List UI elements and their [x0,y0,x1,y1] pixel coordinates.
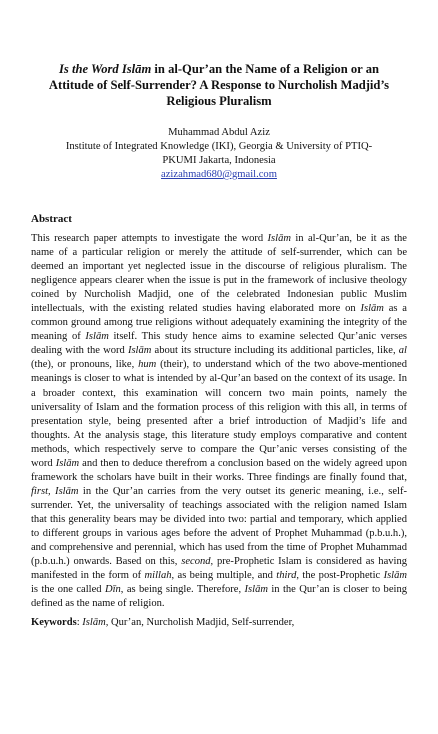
abstract-text-run: This research paper attempts to investigate the word [31,233,268,244]
abstract-text-run: pre-Prophetic Islam is considered as having manifested in the form of [31,556,407,582]
abstract-text-run: as a common ground among true religions without adequately examining the integrity of the meaning of [31,303,407,343]
abstract-text-run: (their), to understand which of the two above-mentioned meanings is closer to what is intended by al-Qur’an based on the context of its usage. In a broader context, this examination will concern two main points, namely the universality of Islam and the formation process of this religion with this all, in terms of presentation style, being presented after a brief introduction of Madjid’s life and thoughts. At the analysis stage, this literature study employs comparative and content methods, which respectively serve to compare the Qur’anic verses consisting of the word [31,359,407,469]
abstract-italic-term: second, [181,556,214,568]
abstract-text-run: is the one called [31,584,105,596]
keywords-line [31,616,407,630]
abstract-italic-term: Dīn [104,584,121,596]
title-line2: Attitude of Self-Surrender? A Response to Nurcholish Madjid’s [48,78,390,92]
abstract-text-run: about its structure including its additional particles, like, [151,345,399,357]
author-name: Muhammad Abdul Aziz [168,127,270,138]
abstract-italic-term: Islām [360,303,384,315]
abstract-italic-term: millah [144,570,172,582]
abstract-italic-term: Islām [127,345,152,357]
abstract-text-run: in the Qur’an is closer to being defined as the name of religion. [31,584,407,610]
abstract-text-run: , the post-Prophetic [296,570,384,582]
abstract-italic-term: Islām [267,233,291,244]
abstract-text-run: itself. This study hence aims to examine selected Qur’anic verses dealing with the word [31,331,407,357]
author-affiliation-line2: PKUMI Jakarta, Indonesia [162,155,276,166]
abstract-italic-term: Islām [55,457,80,469]
keyword-islam: Islām, [82,617,109,629]
author-block [31,126,407,182]
author-email-link[interactable]: azizahmad680@gmail.com [161,169,277,180]
title-line3: Religious Pluralism [166,94,272,108]
abstract-italic-term: Islām [383,570,407,582]
author-affiliation-line1: Institute of Integrated Knowledge (IKI), Georgia & University of PTIQ- [65,141,373,152]
abstract-text-run: (the), or pronouns, like, [31,359,139,371]
abstract-italic-term: Islām [244,584,268,596]
title-italic-term: Is the Word Islām [59,62,152,76]
abstract-text-run: in al-Qur’an, be it as the name of a particular religion or merely the attitude of self-surrender, which can be deemed an important yet neglected issue in the discourse of religious pluralism. The negligence appears clearer when the issue is put in the framework of inclusive theology coined by Nurcholish Madjid, one of the celebrated Indonesian public Muslim intellectuals, with the existing related studies having elaborated more on [31,233,407,315]
paper-page [0,61,438,734]
abstract-italic-term: first, Islām [31,485,79,497]
keywords-separator: : [76,617,83,629]
keywords-label: Keywords [31,617,77,629]
keywords-rest: Qur’an, Nurcholish Madjid, Self-surrender, [108,617,295,629]
abstract-heading: Abstract [31,213,72,225]
abstract-text-run: , as being single. Therefore, [120,584,245,596]
abstract-paragraph [31,232,407,611]
abstract-text-run: , as being multiple, and [171,570,277,582]
title-line1-rest: in al-Qur’an the Name of a Religion or an [151,62,379,76]
abstract-body [31,232,407,611]
abstract-text-run: and then to deduce therefrom a conclusion based on the widely agreed upon framework the scholars have built in their works. Three findings are finally found that, [31,457,407,483]
paper-title [31,61,407,109]
abstract-italic-term: Islām [85,331,109,343]
abstract-italic-term: third [276,570,297,582]
abstract-italic-term: hum [138,359,157,371]
abstract-italic-term: al [398,345,407,357]
abstract-text-run: in the Qur’an carries from the very outset its generic meaning, i.e., self-surrender. Yet, the universality of teachings associated with the religion named Islam that this generality bears may be divided into two: partial and temporary, which applied to different groups in various ages before the advent of Prophet Muhammad (p.b.u.h.), and comprehensive and perennial, which has used from the time of Prophet Muhammad (p.b.u.h.) onwards. Based on this, [31,485,407,568]
